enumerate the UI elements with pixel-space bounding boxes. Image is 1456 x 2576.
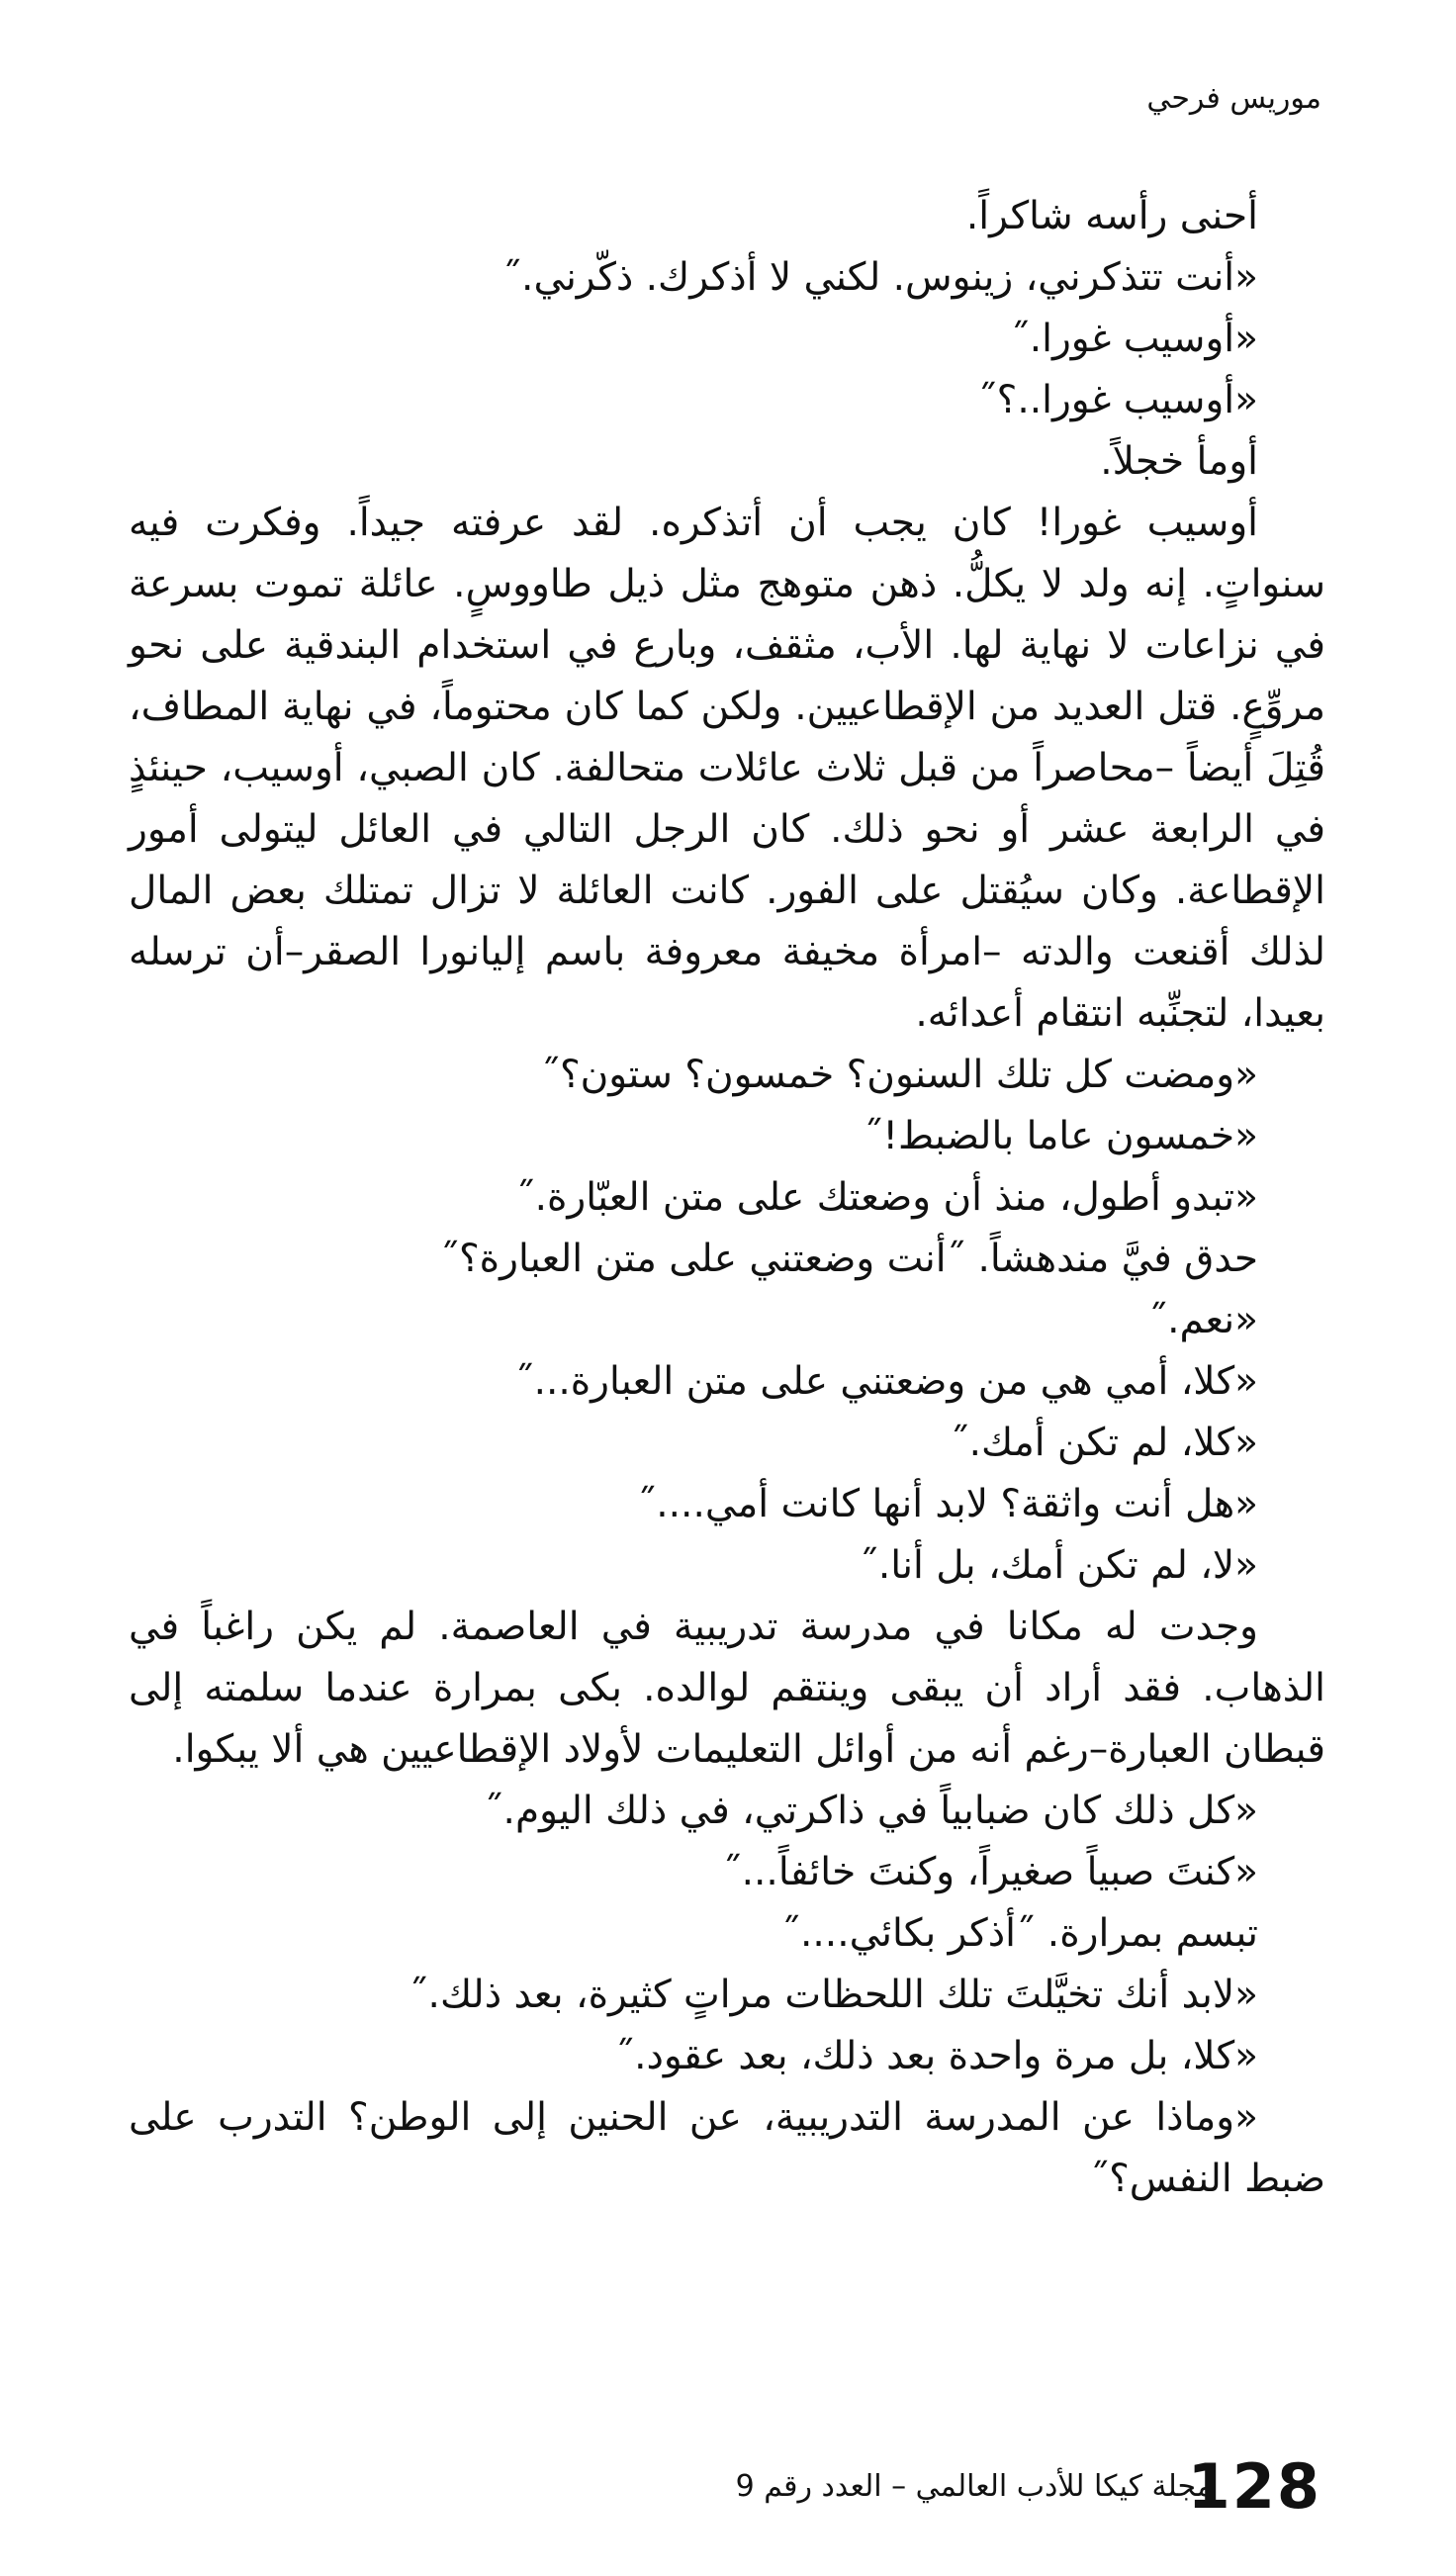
paragraph: أحنى رأسه شاكراً. — [965, 194, 1258, 238]
paragraph: أومأ خجلاً. — [1100, 439, 1258, 484]
paragraph: «كلا، أمي هي من وضعتني على متن العبارة...˝ — [514, 1359, 1258, 1404]
running-header-author: موريس فرحي — [1146, 81, 1321, 116]
paragraph: أوسيب غورا! كان يجب أن أتذكره. لقد عرفته جيداً. وفكرت فيه سنواتٍ. إنه ولد لا يكلُّ. ذهن متوهج مثل ذيل طاووسٍ. عائلة تموت بسرعة في نزاعات لا نهاية لها. الأب، مثقف، وبارع في استخدام البندقية على نحو مروِّعٍ. قتل العديد من الإقطاعيين. ولكن كما كان محتوماً، في نهاية المطاف، قُتِلَ أيضاً –محاصراً من قبل ثلاث عائلات متحالفة. كان الصبي، أوسيب، حينئذٍ في الرابعة عشر أو نحو ذلك. كان الرجل التالي في العائل ليتولى أمور الإقطاعة. وكان سيُقتل على الفور. كانت العائلة لا تزال تمتلك بعض المال لذلك أقنعت والدته –امرأة مخيفة معروفة باسم إليانورا الصقر–أن ترسله بعيدا، لتجنِّبه انتقام أعدائه. — [129, 501, 1325, 1036]
paragraph: وجدت له مكانا في مدرسة تدريبية في العاصمة. لم يكن راغباً في الذهاب. فقد أراد أن يبقى وينتقم لوالده. بكى بمرارة عندما سلمته إلى قبطان العبارة–رغم أنه من أوائل التعليمات لأولاد الإقطاعيين هي ألا يبكوا. — [129, 1605, 1325, 1772]
paragraph: «أوسيب غورا.˝ — [1010, 317, 1258, 361]
paragraph: «أنت تتذكرني، زينوس. لكني لا أذكرك. ذكّرني.˝ — [501, 255, 1258, 300]
body-text — [129, 186, 1325, 2210]
paragraph: «كلا، بل مرة واحدة بعد ذلك، بعد عقود.˝ — [614, 2034, 1258, 2078]
paragraph: «كنتَ صبياً صغيراً، وكنتَ خائفاً...˝ — [722, 1850, 1258, 1894]
paragraph: «ومضت كل تلك السنون؟ خمسون؟ ستون؟˝ — [540, 1053, 1258, 1097]
paragraph: «نعم.˝ — [1147, 1298, 1258, 1342]
paragraph: «تبدو أطول، منذ أن وضعتك على متن العبّارة.˝ — [515, 1175, 1258, 1220]
paragraph: «كل ذلك كان ضبابياً في ذاكرتي، في ذلك اليوم.˝ — [484, 1789, 1258, 1833]
paragraph: «وماذا عن المدرسة التدريبية، عن الحنين إلى الوطن؟ التدرب على ضبط النفس؟˝ — [129, 2095, 1325, 2201]
journal-title: مجلة كيكا للأدب العالمي – العدد رقم 9 — [735, 2469, 1213, 2504]
paragraph: حدق فيَّ مندهشاً. ˝أنت وضعتني على متن العبارة؟˝ — [439, 1237, 1258, 1281]
paragraph: «لابد أنك تخيَّلتَ تلك اللحظات مراتٍ كثيرة، بعد ذلك.˝ — [409, 1973, 1258, 2017]
paragraph: «كلا، لم تكن أمك.˝ — [950, 1421, 1258, 1465]
paragraph: «لا، لم تكن أمك، بل أنا.˝ — [859, 1543, 1258, 1588]
page-number: 128 — [1187, 2450, 1321, 2523]
page-footer — [125, 2447, 1321, 2527]
paragraph: «خمسون عاما بالضبط!˝ — [863, 1114, 1258, 1158]
paragraph: «هل أنت واثقة؟ لابد أنها كانت أمي....˝ — [636, 1482, 1258, 1526]
paragraph: «أوسيب غورا..؟˝ — [977, 378, 1258, 422]
paragraph: تبسم بمرارة. ˝أذكر بكائي....˝ — [780, 1911, 1258, 1956]
